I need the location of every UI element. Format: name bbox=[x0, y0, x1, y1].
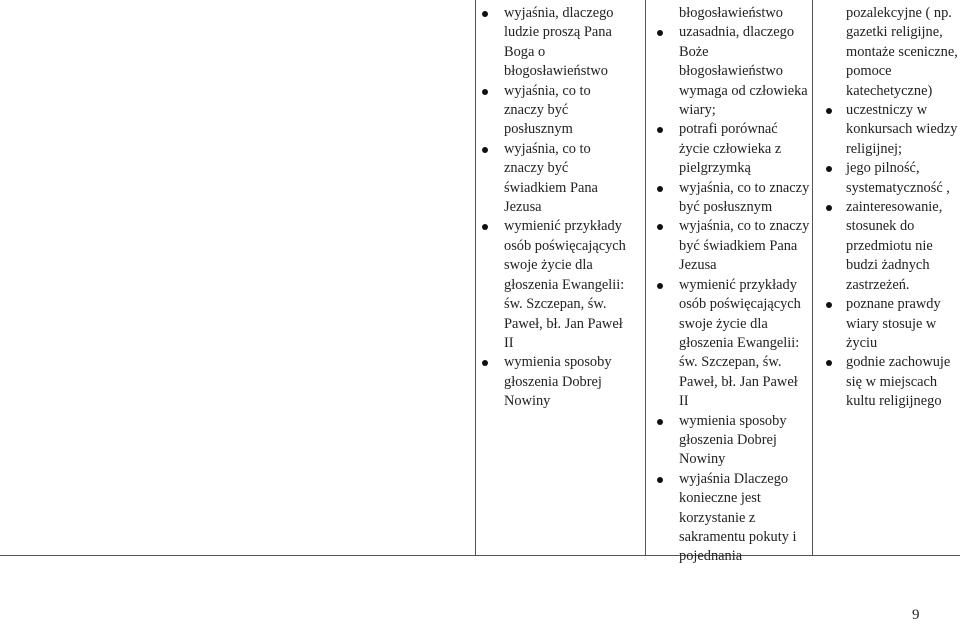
bullet-icon bbox=[482, 89, 488, 95]
list-item: wymienia sposoby głoszenia Dobrej Nowiny bbox=[652, 412, 810, 470]
bullet-icon bbox=[657, 30, 663, 36]
list-item: wymienia sposoby głoszenia Dobrej Nowiny bbox=[482, 353, 632, 411]
table-bottom-border bbox=[0, 555, 960, 556]
column-empty bbox=[0, 0, 475, 556]
list-item: wymienić przykłady osób poświęcających swoje życie dla głoszenia Ewangelii: św. Szczepan, św. Paweł, bł. Jan Paweł II bbox=[482, 217, 632, 353]
bullet-icon bbox=[826, 302, 832, 308]
bullet-icon bbox=[657, 186, 663, 192]
bullet-icon bbox=[657, 419, 663, 425]
bullet-icon bbox=[482, 11, 488, 17]
column-divider bbox=[812, 0, 813, 556]
bullet-icon bbox=[826, 205, 832, 211]
list-item: uczestniczy w konkursach wiedzy religijnej; bbox=[822, 101, 958, 159]
bullet-icon bbox=[826, 108, 832, 114]
list-item: wyjaśnia Dlaczego konieczne jest korzystanie z sakramentu pokuty i pojednania bbox=[652, 470, 810, 567]
bullet-icon bbox=[657, 224, 663, 230]
bullet-icon bbox=[482, 360, 488, 366]
bullet-icon bbox=[826, 360, 832, 366]
list-item: potrafi porównać życie człowieka z pielgrzymką bbox=[652, 120, 810, 178]
column-divider bbox=[475, 0, 476, 556]
page-number: 9 bbox=[912, 607, 920, 623]
list-item: godnie zachowuje się w miejscach kultu religijnego bbox=[822, 353, 958, 411]
list-item: wymienić przykłady osób poświęcających swoje życie dla głoszenia Ewangelii: św. Szczepan, św. Paweł, bł. Jan Paweł II bbox=[652, 276, 810, 412]
list-item: wyjaśnia, co to znaczy być posłusznym bbox=[482, 82, 632, 140]
list-item: wyjaśnia, dlaczego ludzie proszą Pana Boga o błogosławieństwo bbox=[482, 4, 632, 82]
requirements-list-b bbox=[652, 4, 810, 567]
list-item: uzasadnia, dlaczego Boże błogosławieństwo wymaga od człowieka wiary; bbox=[652, 23, 810, 120]
list-item: poznane prawdy wiary stosuje w życiu bbox=[822, 295, 958, 353]
continued-text: pozalekcyjne ( np. gazetki religijne, montaże sceniczne, pomoce katechetyczne) bbox=[846, 5, 958, 99]
column-divider bbox=[645, 0, 646, 556]
list-item: jego pilność, systematyczność , bbox=[822, 159, 958, 198]
bullet-icon bbox=[482, 147, 488, 153]
requirements-list-c bbox=[822, 4, 958, 412]
list-item: zainteresowanie, stosunek do przedmiotu nie budzi żadnych zastrzeżeń. bbox=[822, 198, 958, 295]
bullet-icon bbox=[482, 224, 488, 230]
bullet-icon bbox=[657, 477, 663, 483]
continued-text: błogosławieństwo bbox=[679, 5, 783, 21]
bullet-icon bbox=[657, 283, 663, 289]
requirements-list-a bbox=[482, 4, 632, 412]
bullet-icon bbox=[826, 166, 832, 172]
bullet-icon bbox=[657, 127, 663, 133]
list-item: wyjaśnia, co to znaczy być świadkiem Pana Jezusa bbox=[482, 140, 632, 218]
list-item: wyjaśnia, co to znaczy być świadkiem Pana Jezusa bbox=[652, 217, 810, 275]
list-item: wyjaśnia, co to znaczy być posłusznym bbox=[652, 179, 810, 218]
